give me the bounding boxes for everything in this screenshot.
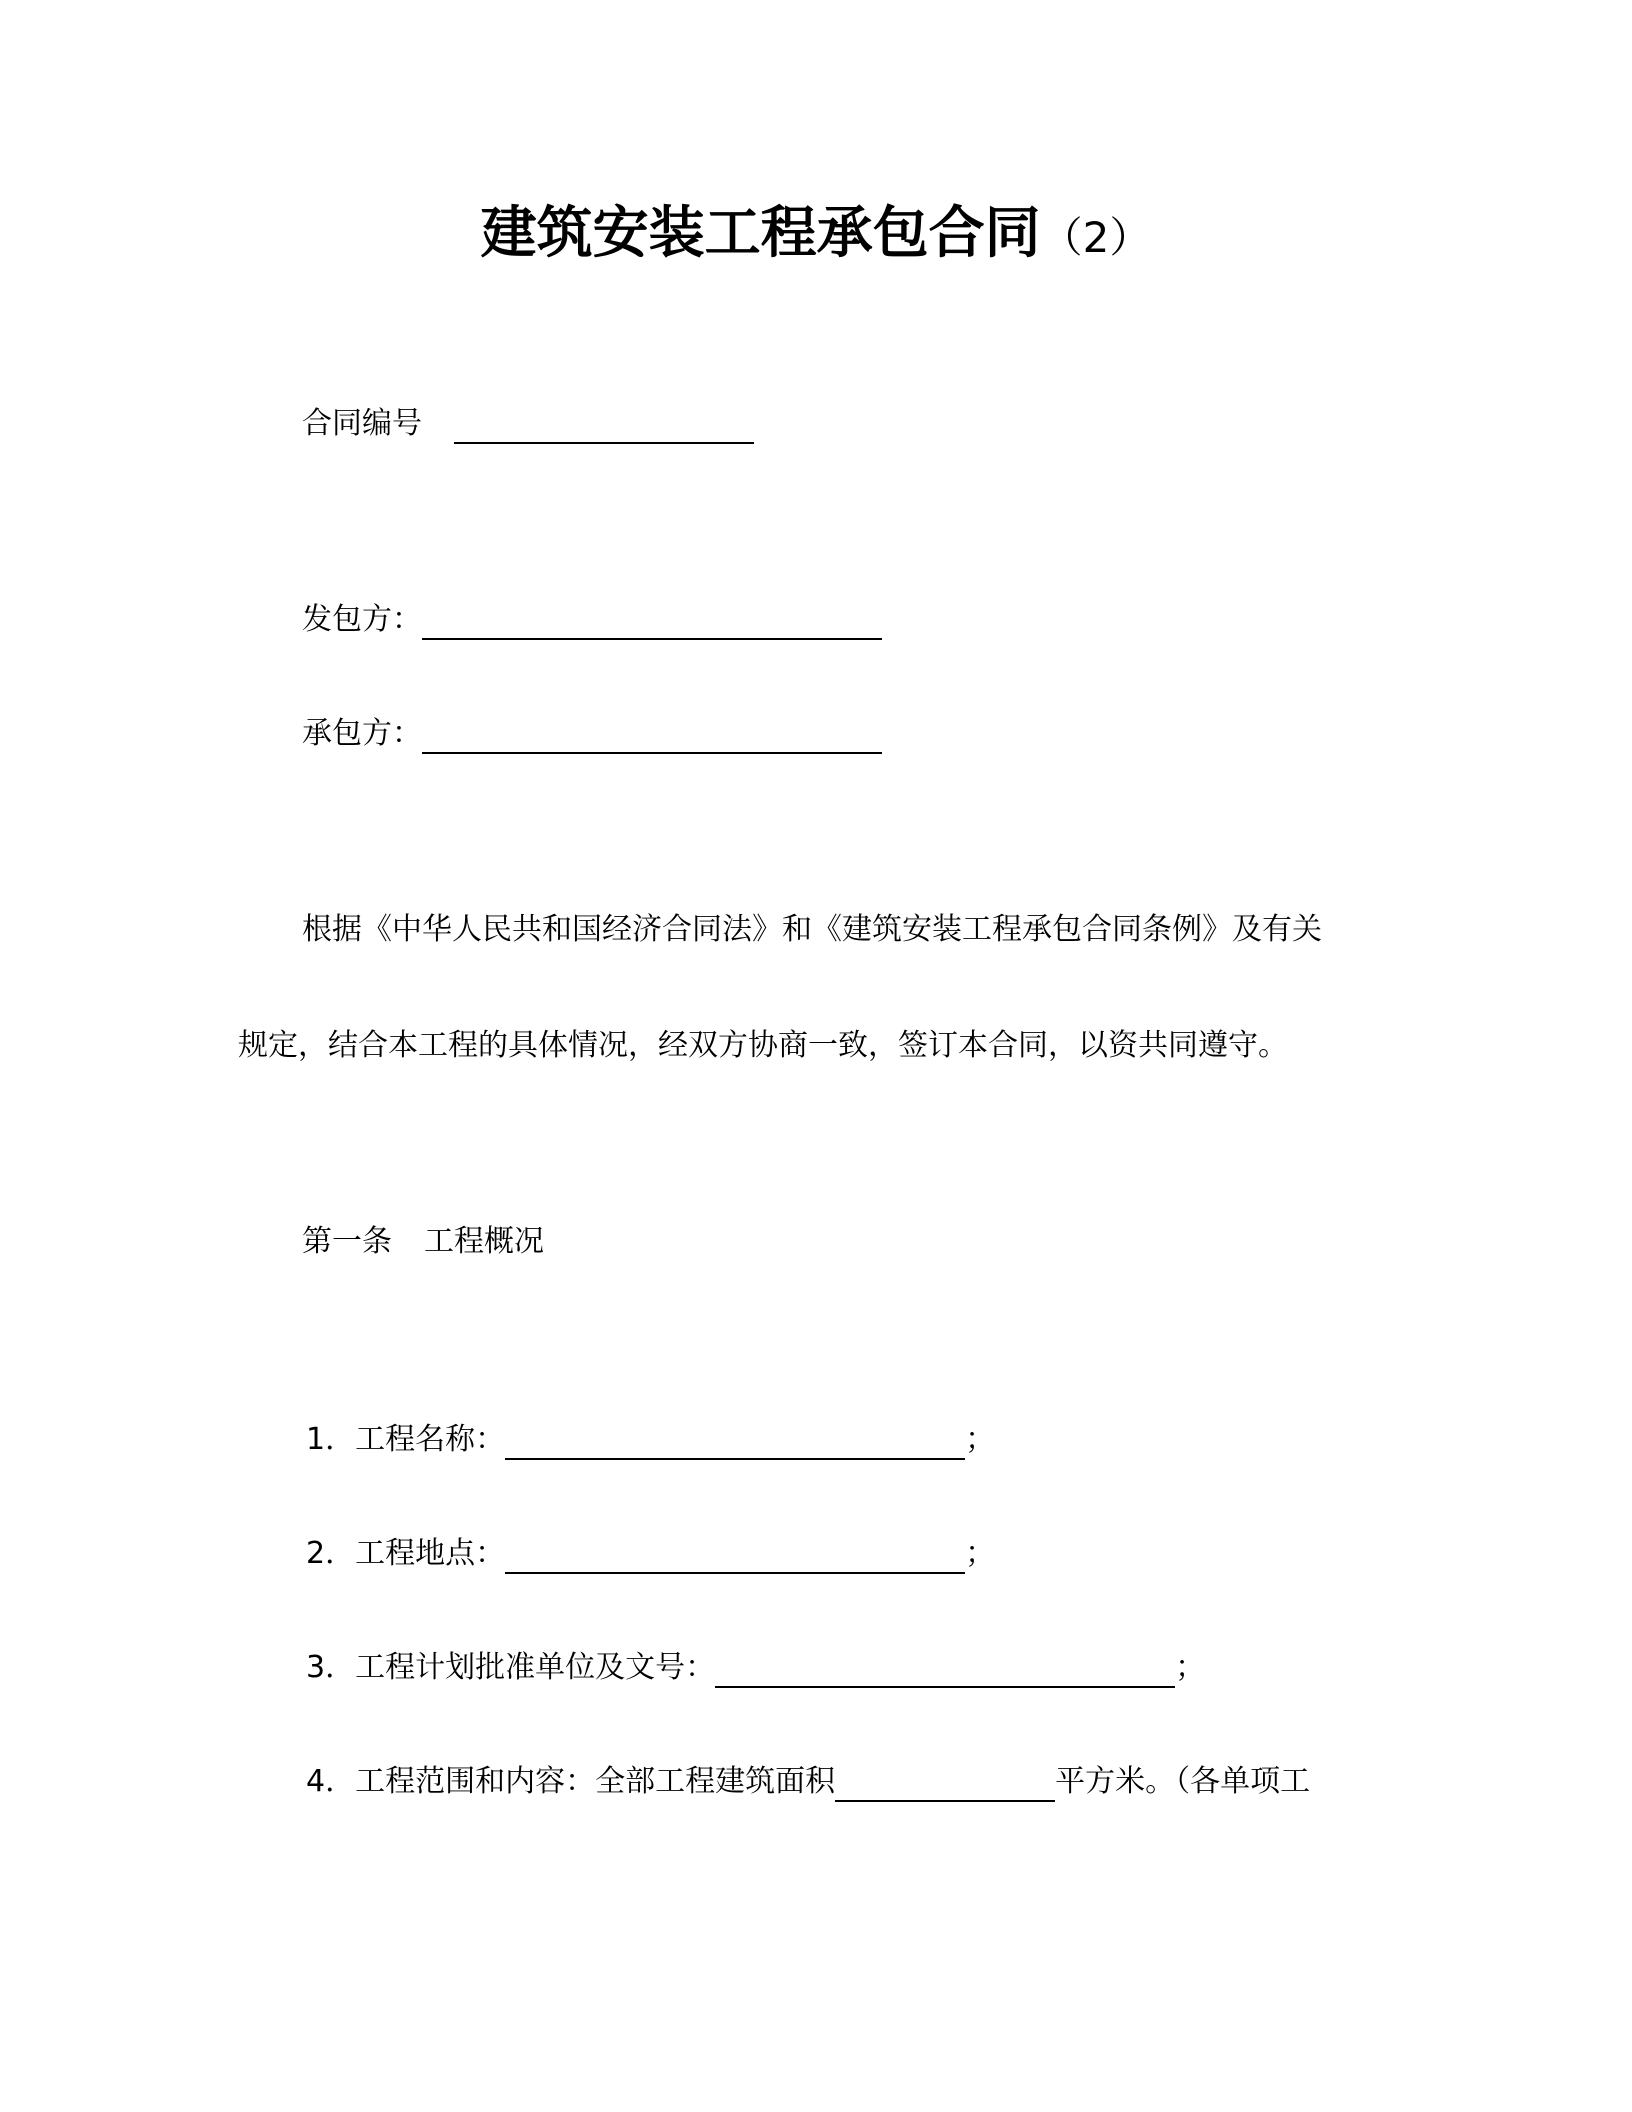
contractor-blank[interactable]	[422, 716, 882, 754]
employer-row	[302, 600, 882, 640]
contract-number-blank[interactable]	[454, 406, 754, 444]
item-2-blank[interactable]	[505, 1536, 965, 1574]
item-4-unit-text: 平方米。（各单项工	[1055, 1764, 1311, 1799]
contract-number-row	[302, 404, 754, 444]
preamble-line-1: 根据《中华人民共和国经济合同法》和《建筑安装工程承包合同条例》及有关	[302, 912, 1322, 947]
item-4-area-blank[interactable]	[835, 1764, 1055, 1802]
item-4-label: 工程范围和内容：全部工程建筑面积	[355, 1764, 836, 1799]
title-suffix: （2）	[1040, 213, 1152, 262]
item-3-end: ；	[1175, 1650, 1206, 1685]
item-4-row	[306, 1762, 1310, 1802]
article-1-number: 第一条	[302, 1224, 392, 1259]
item-1-label: 工程名称：	[355, 1422, 506, 1457]
title-text: 建筑安装工程承包合同	[480, 201, 1041, 266]
contractor-row	[302, 714, 882, 754]
employer-label: 发包方：	[302, 602, 422, 637]
item-2-label: 工程地点：	[355, 1536, 506, 1571]
item-1-number: 1．	[306, 1422, 356, 1457]
item-3-label: 工程计划批准单位及文号：	[355, 1650, 716, 1685]
employer-blank[interactable]	[422, 602, 882, 640]
item-1-blank[interactable]	[505, 1422, 965, 1460]
item-3-number: 3．	[306, 1650, 356, 1685]
item-2-number: 2．	[306, 1536, 356, 1571]
item-3-blank[interactable]	[715, 1650, 1175, 1688]
item-2-row	[306, 1534, 995, 1574]
item-2-end: ；	[965, 1536, 996, 1571]
document-title	[0, 198, 1632, 274]
article-1-heading	[302, 1222, 544, 1262]
contractor-label: 承包方：	[302, 716, 422, 751]
contract-number-label: 合同编号	[302, 406, 422, 441]
item-3-row	[306, 1648, 1205, 1688]
item-1-row	[306, 1420, 995, 1460]
item-1-end: ；	[965, 1422, 996, 1457]
article-1-title: 工程概况	[424, 1224, 544, 1259]
preamble-line-2: 规定，结合本工程的具体情况，经双方协商一致，签订本合同，以资共同遵守。	[238, 1028, 1288, 1063]
item-4-number: 4．	[306, 1764, 356, 1799]
